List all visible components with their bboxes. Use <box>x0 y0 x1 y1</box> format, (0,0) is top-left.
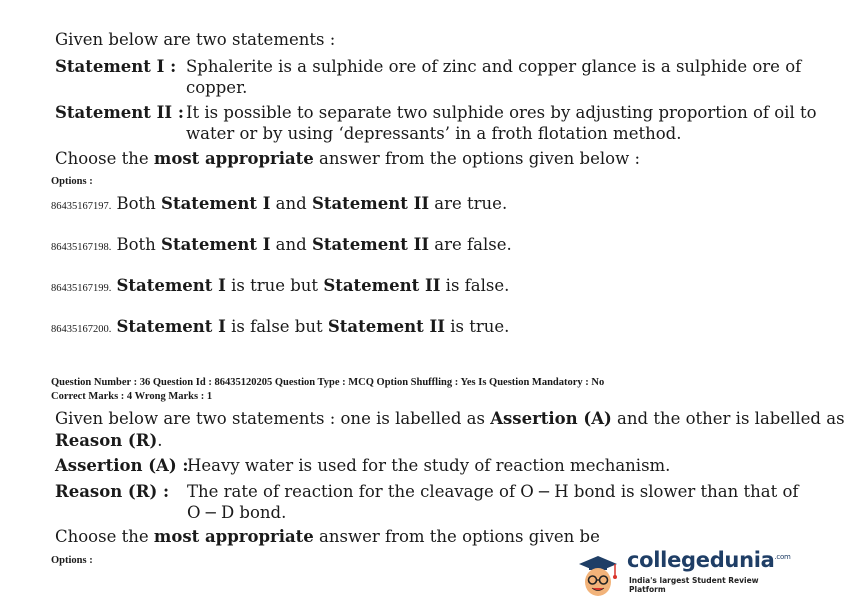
option-3[interactable] <box>51 276 509 295</box>
statement-1-text: Sphalerite is a sulphide ore of zinc and copper glance is a sulphide ore of <box>186 57 802 76</box>
statement-2-text: It is possible to separate two sulphide ores by adjusting proportion of oil to <box>186 103 817 122</box>
option-text: Both Statement I and Statement II are true. <box>116 194 508 213</box>
assertion-text: Heavy water is used for the study of reaction mechanism. <box>187 456 671 475</box>
option-text: Both Statement I and Statement II are false. <box>116 235 512 254</box>
option-text: Statement I is false but Statement II is true. <box>116 317 510 336</box>
q36-intro-cont: Reason (R). <box>55 431 163 450</box>
assertion-label: Assertion (A) : <box>55 456 189 475</box>
q36-meta-line-2: Correct Marks : 4 Wrong Marks : 1 <box>51 391 213 402</box>
reason-text: The rate of reaction for the cleavage of O − H bond is slower than that of <box>187 482 799 501</box>
q35-choose-instruction: Choose the most appropriate answer from the options given below : <box>55 149 641 168</box>
logo-tagline: India's largest Student Review Platform <box>629 576 759 594</box>
q36-meta-line-1: Question Number : 36 Question Id : 86435120205 Question Type : MCQ Option Shuffling : Yes Is Question Mandatory : No <box>51 377 605 388</box>
option-4[interactable] <box>51 317 509 336</box>
collegedunia-logo <box>575 542 791 602</box>
option-id: 86435167199. <box>51 283 112 294</box>
option-2[interactable] <box>51 235 512 254</box>
q36-choose-instruction: Choose the most appropriate answer from the options given be <box>55 527 600 546</box>
option-1[interactable] <box>51 194 507 213</box>
option-id: 86435167200. <box>51 324 112 335</box>
statement-1-label: Statement I : <box>55 57 177 76</box>
statement-2-text-cont: water or by using ‘depressants’ in a froth flotation method. <box>186 124 682 143</box>
q36-intro: Given below are two statements : one is labelled as Assertion (A) and the other is labelled as <box>55 409 845 428</box>
student-mascot-icon <box>575 552 621 598</box>
option-id: 86435167198. <box>51 242 112 253</box>
reason-text-cont: O − D bond. <box>187 503 287 522</box>
statement-2-label: Statement II : <box>55 103 184 122</box>
statement-1-text-cont: copper. <box>186 78 248 97</box>
reason-label: Reason (R) : <box>55 482 170 501</box>
option-id: 86435167197. <box>51 201 112 212</box>
logo-brand: collegedunia$^{.com}$ <box>627 548 791 572</box>
q36-options-label: Options : <box>51 555 93 566</box>
q35-intro: Given below are two statements : <box>55 30 336 49</box>
option-text: Statement I is true but Statement II is false. <box>116 276 510 295</box>
q35-options-label: Options : <box>51 176 93 187</box>
